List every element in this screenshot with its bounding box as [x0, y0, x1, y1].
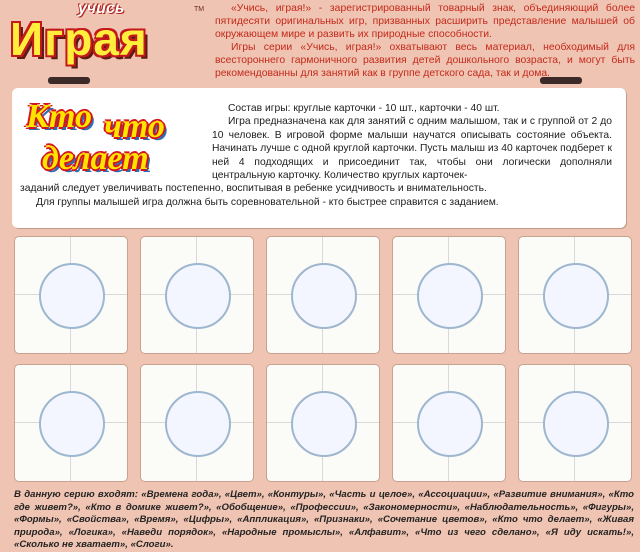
card-example: [392, 236, 506, 354]
card-example: [266, 236, 380, 354]
card-example: [518, 364, 632, 482]
card-example: [518, 236, 632, 354]
intro-paragraph-2: Игры серии «Учись, играя!» охватывают весь материал, необходимый для всестороннего гармоничного развития детей дошкольного возраста, и могут быть рекомендованны для занятий как в группе детского сада, так и дома.: [215, 42, 635, 79]
logo-small-text: учись: [78, 0, 125, 17]
card-example: [14, 364, 128, 482]
logo-big-text: Играя: [10, 13, 148, 65]
card-example: [266, 364, 380, 482]
game-title-word-1: Кто: [26, 98, 93, 135]
card-examples: [12, 236, 634, 488]
game-group-rule: Для группы малышей игра должна быть соревновательной - кто быстрее справится с заданием.: [36, 196, 499, 208]
game-rules-paragraph: Игра предназначена как для занятий с одним малышом, так и с группой от 2 до 10 человек. В игровой форме малыши научатся описывать состояние объекта. Начинать лучше с одной круглой карточки. Пусть малыш из 40 карточек подберет к ней 4 подходящих и присоединит так, чтобы они логически дополняли центральную карточку. Количество круглых карточек-: [212, 116, 612, 182]
series-logo: [8, 0, 205, 65]
card-example: [140, 364, 254, 482]
game-rules-continued: заданий следует увеличивать постепенно, воспитывая в ребенке усидчивость и внимательность.: [20, 183, 487, 195]
game-title-word-3: делает: [42, 140, 149, 177]
game-contents: Состав игры: круглые карточки - 10 шт., карточки - 40 шт.: [228, 103, 500, 114]
card-example: [14, 236, 128, 354]
card-example: [140, 236, 254, 354]
card-example: [392, 364, 506, 482]
game-title-word-2: что: [104, 108, 165, 145]
series-list: В данную серию входят: «Времена года», «Цвет», «Контуры», «Часть и целое», «Ассоциации», «Развитие внимания», «Кто где живет?», «Кто в домике живет?», «Обобщение», «Профессии», «Закономерности», «Наблюдательность», «Фигуры», «Формы», «Свойства», «Время», «Цифры», «Аппликация», «Признаки», «Сочетание цветов», «Кто что делает», «Живая природа», «Логика», «Наведи порядок», «Народные промыслы», «Алфавит», «Что из чего сделано», «Я иду искать!», «Сколько не хватает», «Слоги».: [14, 489, 634, 551]
game-description-panel: [12, 88, 626, 228]
series-intro: [215, 2, 635, 80]
box-slot-left: [48, 77, 90, 84]
trademark-mark: TM: [194, 6, 205, 13]
game-title: [20, 98, 195, 178]
intro-paragraph-1: «Учись, играя!» - зарегистрированный товарный знак, объединяющий более пятидесяти оригинальных игр, призванных расширить представление малышей об окружающем мире и развить их природные способности.: [215, 3, 635, 40]
